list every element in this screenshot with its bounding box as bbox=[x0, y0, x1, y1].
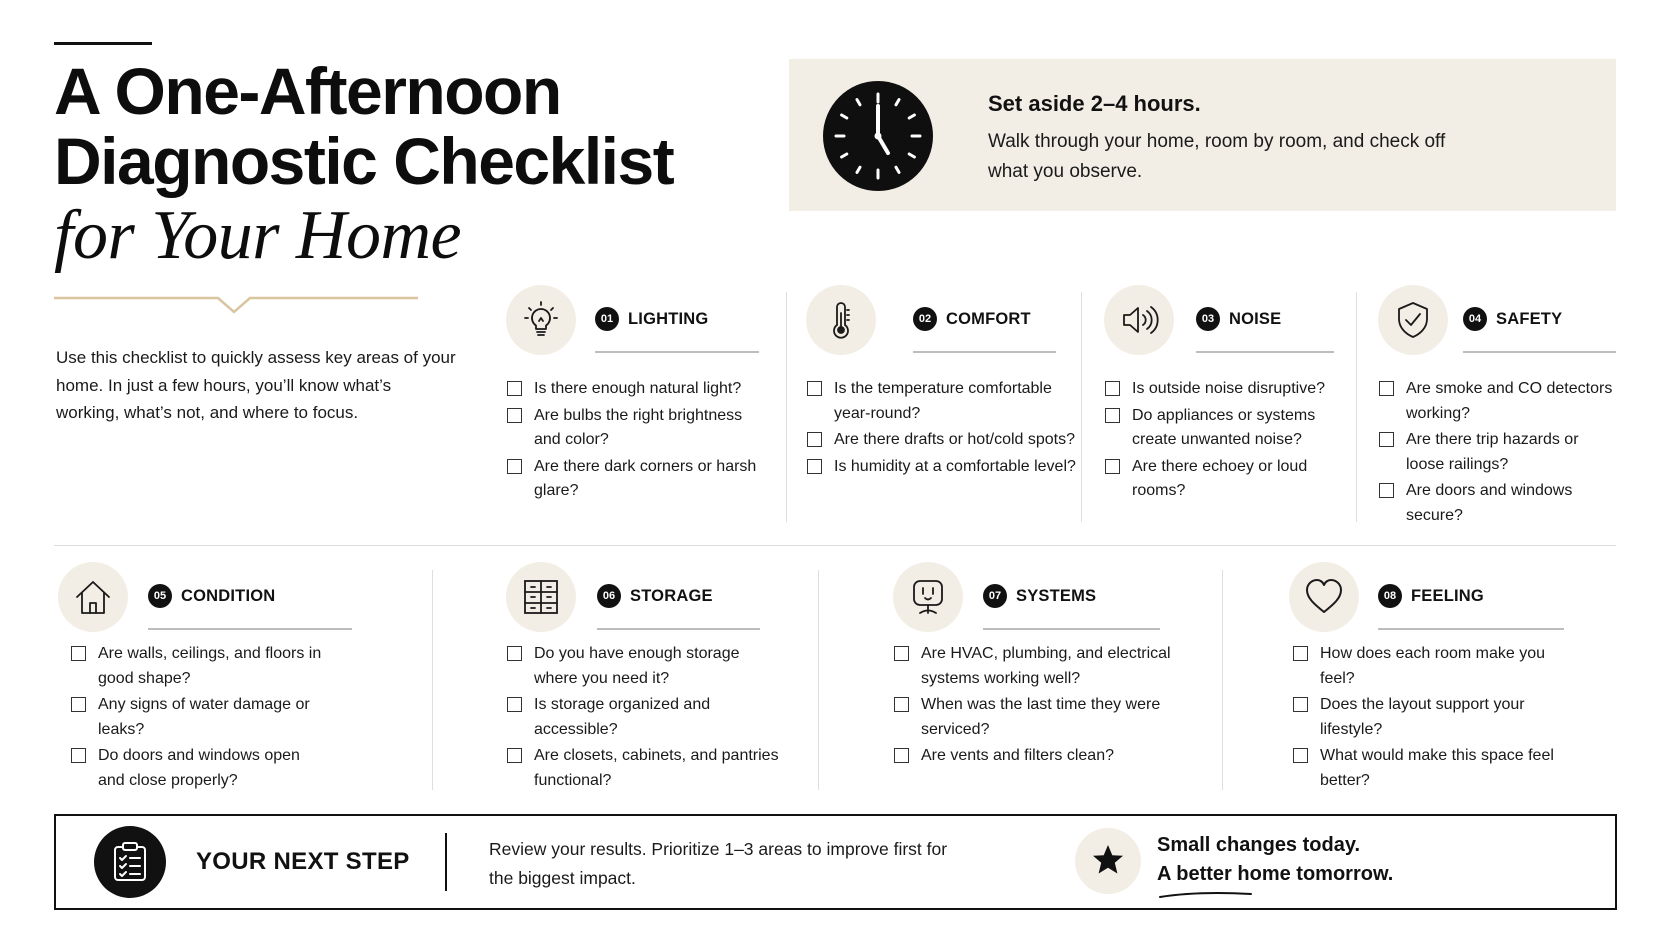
checkbox[interactable] bbox=[1293, 646, 1308, 661]
checkbox[interactable] bbox=[807, 459, 822, 474]
checklist-item-label: When was the last time they were serviced? bbox=[921, 696, 1161, 738]
checklist-item[interactable] bbox=[1104, 377, 1344, 402]
checkbox[interactable] bbox=[1293, 748, 1308, 763]
section-underline bbox=[1378, 628, 1564, 630]
section-number: 01 bbox=[595, 307, 619, 331]
checklist-item[interactable] bbox=[506, 744, 781, 793]
checklist-item-label: Are bulbs the right brightness and color? bbox=[534, 406, 743, 448]
checklist-item-label: Are there dark corners or harsh glare? bbox=[534, 457, 757, 499]
checkbox[interactable] bbox=[1379, 483, 1394, 498]
checklist-item-label: Any signs of water damage or leaks? bbox=[98, 696, 310, 738]
time-callout bbox=[789, 59, 1616, 211]
shield-icon-circle bbox=[1378, 285, 1448, 355]
checklist-item[interactable] bbox=[506, 455, 766, 504]
checkbox[interactable] bbox=[1293, 697, 1308, 712]
checklist-item-label: Are closets, cabinets, and pantries functional? bbox=[534, 747, 779, 789]
checklist-item[interactable] bbox=[1292, 744, 1567, 793]
column-divider bbox=[818, 570, 819, 790]
checklist-item-label: Are there trip hazards or loose railings? bbox=[1406, 431, 1579, 473]
checkbox[interactable] bbox=[894, 748, 909, 763]
house-icon bbox=[73, 577, 113, 617]
checklist-item-label: How does each room make you feel? bbox=[1320, 645, 1545, 687]
checklist-item[interactable] bbox=[506, 642, 781, 691]
section-header bbox=[1196, 307, 1281, 331]
section-underline bbox=[595, 351, 759, 353]
star-icon-circle bbox=[1075, 828, 1141, 894]
speaker-icon-circle bbox=[1104, 285, 1174, 355]
checkbox[interactable] bbox=[507, 748, 522, 763]
section-title: NOISE bbox=[1229, 309, 1282, 328]
section-header bbox=[148, 584, 275, 608]
checkbox[interactable] bbox=[894, 646, 909, 661]
next-step-banner bbox=[54, 814, 1617, 910]
checklist-item-label: Is the temperature comfortable year-round? bbox=[834, 380, 1052, 422]
column-divider bbox=[1222, 570, 1223, 790]
cabinet-icon-circle bbox=[506, 562, 576, 632]
checklist-item[interactable] bbox=[506, 693, 781, 742]
checkbox[interactable] bbox=[1105, 408, 1120, 423]
checklist-item[interactable] bbox=[1378, 428, 1616, 477]
checklist-item[interactable] bbox=[1292, 693, 1567, 742]
tagline-line-2: A better home tomorrow. bbox=[1157, 863, 1394, 885]
house-icon-circle bbox=[58, 562, 128, 632]
checkbox[interactable] bbox=[507, 646, 522, 661]
checklist-item-label: Do you have enough storage where you need it? bbox=[534, 645, 740, 687]
checklist-item-label: Is there enough natural light? bbox=[534, 380, 742, 397]
section-underline bbox=[1463, 351, 1616, 353]
checklist-item-label: Are there drafts or hot/cold spots? bbox=[834, 431, 1076, 448]
next-step-divider bbox=[445, 833, 447, 891]
checkbox[interactable] bbox=[1379, 381, 1394, 396]
checkbox[interactable] bbox=[507, 408, 522, 423]
section-title: STORAGE bbox=[630, 586, 713, 605]
checklist-item-label: Does the layout support your lifestyle? bbox=[1320, 696, 1525, 738]
checklist bbox=[506, 642, 781, 795]
row-divider bbox=[54, 545, 1616, 546]
section-number: 04 bbox=[1463, 307, 1487, 331]
checklist-item[interactable] bbox=[1104, 455, 1344, 504]
section-header bbox=[913, 307, 1031, 331]
checklist-item-label: Do doors and windows open and close properly? bbox=[98, 747, 300, 789]
column-divider bbox=[432, 570, 433, 790]
checklist-item-label: What would make this space feel better? bbox=[1320, 747, 1554, 789]
section-header bbox=[597, 584, 713, 608]
cabinet-icon bbox=[521, 577, 561, 617]
checklist bbox=[1292, 642, 1567, 795]
next-step-title: YOUR NEXT STEP bbox=[196, 848, 410, 875]
checkbox[interactable] bbox=[507, 459, 522, 474]
section-title: SAFETY bbox=[1496, 309, 1563, 328]
section-underline bbox=[1196, 351, 1334, 353]
section-title: SYSTEMS bbox=[1016, 586, 1097, 605]
checklist bbox=[1378, 377, 1616, 530]
section-underline bbox=[597, 628, 760, 630]
checklist-item[interactable] bbox=[1292, 642, 1567, 691]
checkbox[interactable] bbox=[1105, 381, 1120, 396]
plug-icon-circle bbox=[893, 562, 963, 632]
checklist-item[interactable] bbox=[893, 642, 1188, 691]
checkbox[interactable] bbox=[1105, 459, 1120, 474]
checkbox[interactable] bbox=[71, 646, 86, 661]
heart-icon-circle bbox=[1289, 562, 1359, 632]
section-underline bbox=[913, 351, 1056, 353]
column-divider bbox=[1081, 292, 1082, 522]
checkbox[interactable] bbox=[71, 748, 86, 763]
section-number: 07 bbox=[983, 584, 1007, 608]
shield-check-icon bbox=[1393, 300, 1433, 340]
section-title: FEELING bbox=[1411, 586, 1484, 605]
clipboard-checklist-icon bbox=[112, 842, 148, 882]
clock-icon bbox=[823, 81, 933, 191]
checklist-item[interactable] bbox=[893, 693, 1188, 742]
clipboard-icon-circle bbox=[94, 826, 166, 898]
checklist bbox=[893, 642, 1188, 771]
lightbulb-icon bbox=[521, 300, 561, 340]
checklist-item[interactable] bbox=[70, 642, 325, 691]
plug-icon bbox=[908, 577, 948, 617]
title-line-3: for Your Home bbox=[54, 197, 462, 274]
section-number: 03 bbox=[1196, 307, 1220, 331]
title-line-1: A One-Afternoon bbox=[54, 54, 561, 128]
column-divider bbox=[786, 292, 787, 522]
checkbox[interactable] bbox=[807, 432, 822, 447]
checklist-item[interactable] bbox=[70, 693, 325, 742]
section-underline bbox=[148, 628, 352, 630]
checklist-item[interactable] bbox=[70, 744, 325, 793]
section-underline bbox=[983, 628, 1160, 630]
page-title bbox=[54, 56, 754, 276]
section-number: 08 bbox=[1378, 584, 1402, 608]
next-step-body: Review your results. Prioritize 1–3 areas to improve first for the biggest impact. bbox=[489, 839, 948, 888]
section-title: LIGHTING bbox=[628, 309, 709, 328]
checklist-item[interactable] bbox=[893, 744, 1188, 769]
checklist bbox=[70, 642, 325, 795]
checkbox[interactable] bbox=[894, 697, 909, 712]
checklist-item-label: Is humidity at a comfortable level? bbox=[834, 457, 1076, 475]
checklist-item-label: Do appliances or systems create unwanted noise? bbox=[1132, 406, 1316, 448]
section-header bbox=[1463, 307, 1562, 331]
checklist-item-label: Are there echoey or loud rooms? bbox=[1132, 457, 1308, 499]
section-title: CONDITION bbox=[181, 586, 276, 605]
column-divider bbox=[1356, 292, 1357, 522]
section-header bbox=[595, 307, 708, 331]
checklist-item-label: Is storage organized and accessible? bbox=[534, 696, 711, 738]
tagline-underline bbox=[1158, 890, 1253, 900]
checklist-item-label: Are smoke and CO detectors working? bbox=[1406, 380, 1613, 422]
checklist-item-label: Are vents and filters clean? bbox=[921, 747, 1114, 764]
checklist-item-label: Are HVAC, plumbing, and electrical systems working well? bbox=[921, 645, 1171, 687]
checklist-item-label: Are walls, ceilings, and floors in good shape? bbox=[98, 645, 322, 687]
title-accent-rule bbox=[54, 42, 152, 45]
title-divider bbox=[54, 296, 418, 316]
checklist-item[interactable] bbox=[506, 404, 766, 453]
checklist-item[interactable] bbox=[806, 377, 1076, 426]
checklist bbox=[506, 377, 766, 506]
checklist-item[interactable] bbox=[1104, 404, 1344, 453]
checklist bbox=[1104, 377, 1344, 506]
section-number: 05 bbox=[148, 584, 172, 608]
lightbulb-icon-circle bbox=[506, 285, 576, 355]
checklist-item[interactable] bbox=[1378, 479, 1616, 528]
section-header bbox=[1378, 584, 1484, 608]
checkbox[interactable] bbox=[807, 381, 822, 396]
speaker-icon bbox=[1119, 300, 1159, 340]
section-number: 06 bbox=[597, 584, 621, 608]
checklist-item[interactable] bbox=[806, 455, 1076, 480]
title-line-2: Diagnostic Checklist bbox=[54, 124, 674, 198]
checklist-item-label: Is outside noise disruptive? bbox=[1132, 380, 1325, 397]
heart-icon bbox=[1304, 577, 1344, 617]
checklist-item[interactable] bbox=[506, 377, 766, 402]
section-number: 02 bbox=[913, 307, 937, 331]
checklist-item-label: Are doors and windows secure? bbox=[1406, 482, 1573, 524]
checklist-item[interactable] bbox=[1378, 377, 1616, 426]
checkbox[interactable] bbox=[507, 381, 522, 396]
section-title: COMFORT bbox=[946, 309, 1031, 328]
star-icon bbox=[1091, 843, 1125, 877]
section-header bbox=[983, 584, 1096, 608]
tagline-line-1: Small changes today. bbox=[1157, 834, 1361, 856]
checkbox[interactable] bbox=[507, 697, 522, 712]
checklist bbox=[806, 377, 1076, 481]
intro-text: Use this checklist to quickly assess key areas of your home. In just a few hours, you’ll know what’s working, what’s not, and where to focus. bbox=[56, 348, 456, 422]
thermometer-icon-circle bbox=[806, 285, 876, 355]
checkbox[interactable] bbox=[1379, 432, 1394, 447]
tagline bbox=[1157, 831, 1393, 889]
thermometer-icon bbox=[821, 300, 861, 340]
callout-title: Set aside 2–4 hours. bbox=[988, 91, 1201, 116]
checkbox[interactable] bbox=[71, 697, 86, 712]
checklist-item[interactable] bbox=[806, 428, 1076, 453]
callout-body: Walk through your home, room by room, and check off what you observe. bbox=[988, 131, 1446, 182]
